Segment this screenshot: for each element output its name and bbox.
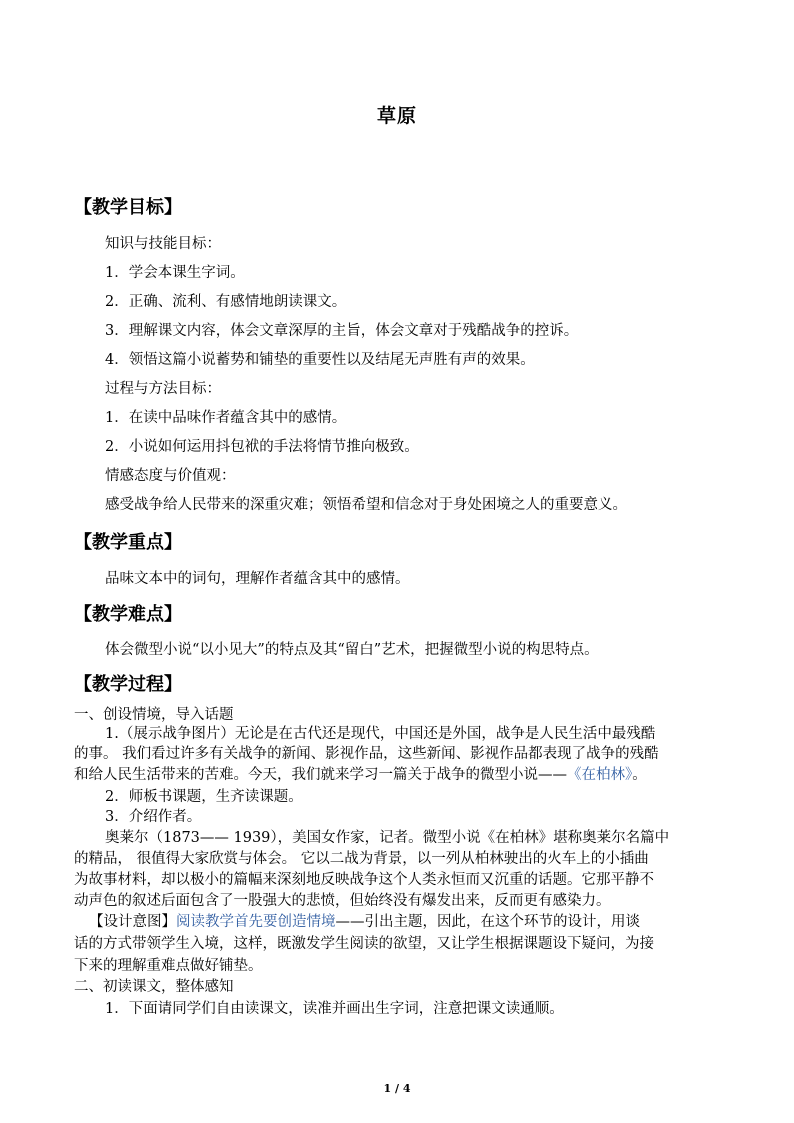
paragraph-line: 2．师板书课题，生齐读课题。 — [105, 789, 303, 805]
knowledge-item: 2．正确、流利、有感情地朗读课文。 — [105, 294, 347, 310]
key-points-text: 品味文本中的词句，理解作者蕴含其中的感情。 — [105, 571, 410, 587]
process-label: 过程与方法目标： — [105, 381, 221, 397]
author-line: 为故事材料，却以极小的篇幅来深刻地反映战争这个人类永恒而又沉重的话题。它那平静不 — [74, 872, 654, 888]
emotion-text: 感受战争给人民带来的深重灾难；领悟希望和信念对于身处困境之人的重要意义。 — [105, 497, 627, 513]
design-line: 下来的理解重难点做好铺垫。 — [74, 958, 263, 974]
paragraph-line: 1．下面请同学们自由读课文，读准并画出生字词，注意把课文读通顺。 — [105, 1001, 564, 1017]
process-heading: 【教学过程】 — [74, 674, 182, 695]
difficulties-heading: 【教学难点】 — [74, 604, 182, 625]
book-title: 《在柏林》 — [567, 767, 633, 783]
knowledge-label: 知识与技能目标： — [105, 236, 221, 252]
emotion-label: 情感态度与价值观： — [105, 468, 236, 484]
author-line: 的精品， 很值得大家欣赏与体会。 它以二战为背景，以一列从柏林驶出的火车上的小插曲 — [74, 851, 649, 867]
difficulties-text: 体会微型小说“以小见大”的特点及其“留白”艺术，把握微型小说的构思特点。 — [105, 642, 599, 658]
author-line: 动声色的叙述后面包含了一股强大的悲愤，但始终没有爆发出来，反而更有感染力。 — [74, 893, 611, 909]
knowledge-item: 1．学会本课生字词。 — [105, 265, 245, 281]
paragraph-line: 1.（展示战争图片）无论是在古代还是现代，中国还是外国，战争是人民生活中最残酷 — [105, 726, 656, 742]
goals-heading: 【教学目标】 — [74, 197, 182, 218]
design-label: 【设计意图】 — [89, 914, 176, 930]
design-line: 话的方式带领学生入境，这样，既激发学生阅读的欲望，又让学生根据课题设下疑问，为接 — [74, 936, 654, 952]
page-number: 1 / 4 — [383, 1082, 411, 1095]
section2-title: 二、初读课文，整体感知 — [74, 979, 234, 995]
page-title: 草原 — [376, 105, 417, 127]
key-points-heading: 【教学重点】 — [74, 532, 182, 553]
section1-title: 一、创设情境，导入话题 — [74, 707, 234, 723]
knowledge-item: 4．领悟这篇小说蓄势和铺垫的重要性以及结尾无声胜有声的效果。 — [105, 352, 535, 368]
knowledge-item: 3．理解课文内容，体会文章深厚的主旨，体会文章对于残酷战争的控诉。 — [105, 323, 579, 339]
process-item: 2．小说如何运用抖包袱的手法将情节推向极致。 — [105, 439, 419, 455]
author-line: 奥莱尔（1873—— 1939），美国女作家，记者。微型小说《在柏林》堪称奥莱尔名篇中 — [105, 830, 670, 846]
paragraph-text: 和给人民生活带来的苦难。今天，我们就来学习一篇关于战争的微型小说—— — [74, 767, 567, 783]
process-item: 1．在读中品味作者蕴含其中的感情。 — [105, 410, 347, 426]
design-text: ——引出主题，因此，在这个环节的设计，用谈 — [335, 914, 640, 930]
design-highlight: 阅读教学首先要创造情境 — [176, 914, 336, 930]
paragraph-line: 3．介绍作者。 — [105, 809, 202, 825]
paragraph-text: 。 — [632, 767, 647, 783]
design-intent-line — [89, 912, 640, 932]
paragraph-line — [74, 765, 647, 785]
paragraph-line: 的事。 我们看过许多有关战争的新闻、影视作品，这些新闻、影视作品都表现了战争的残酷 — [74, 746, 659, 762]
